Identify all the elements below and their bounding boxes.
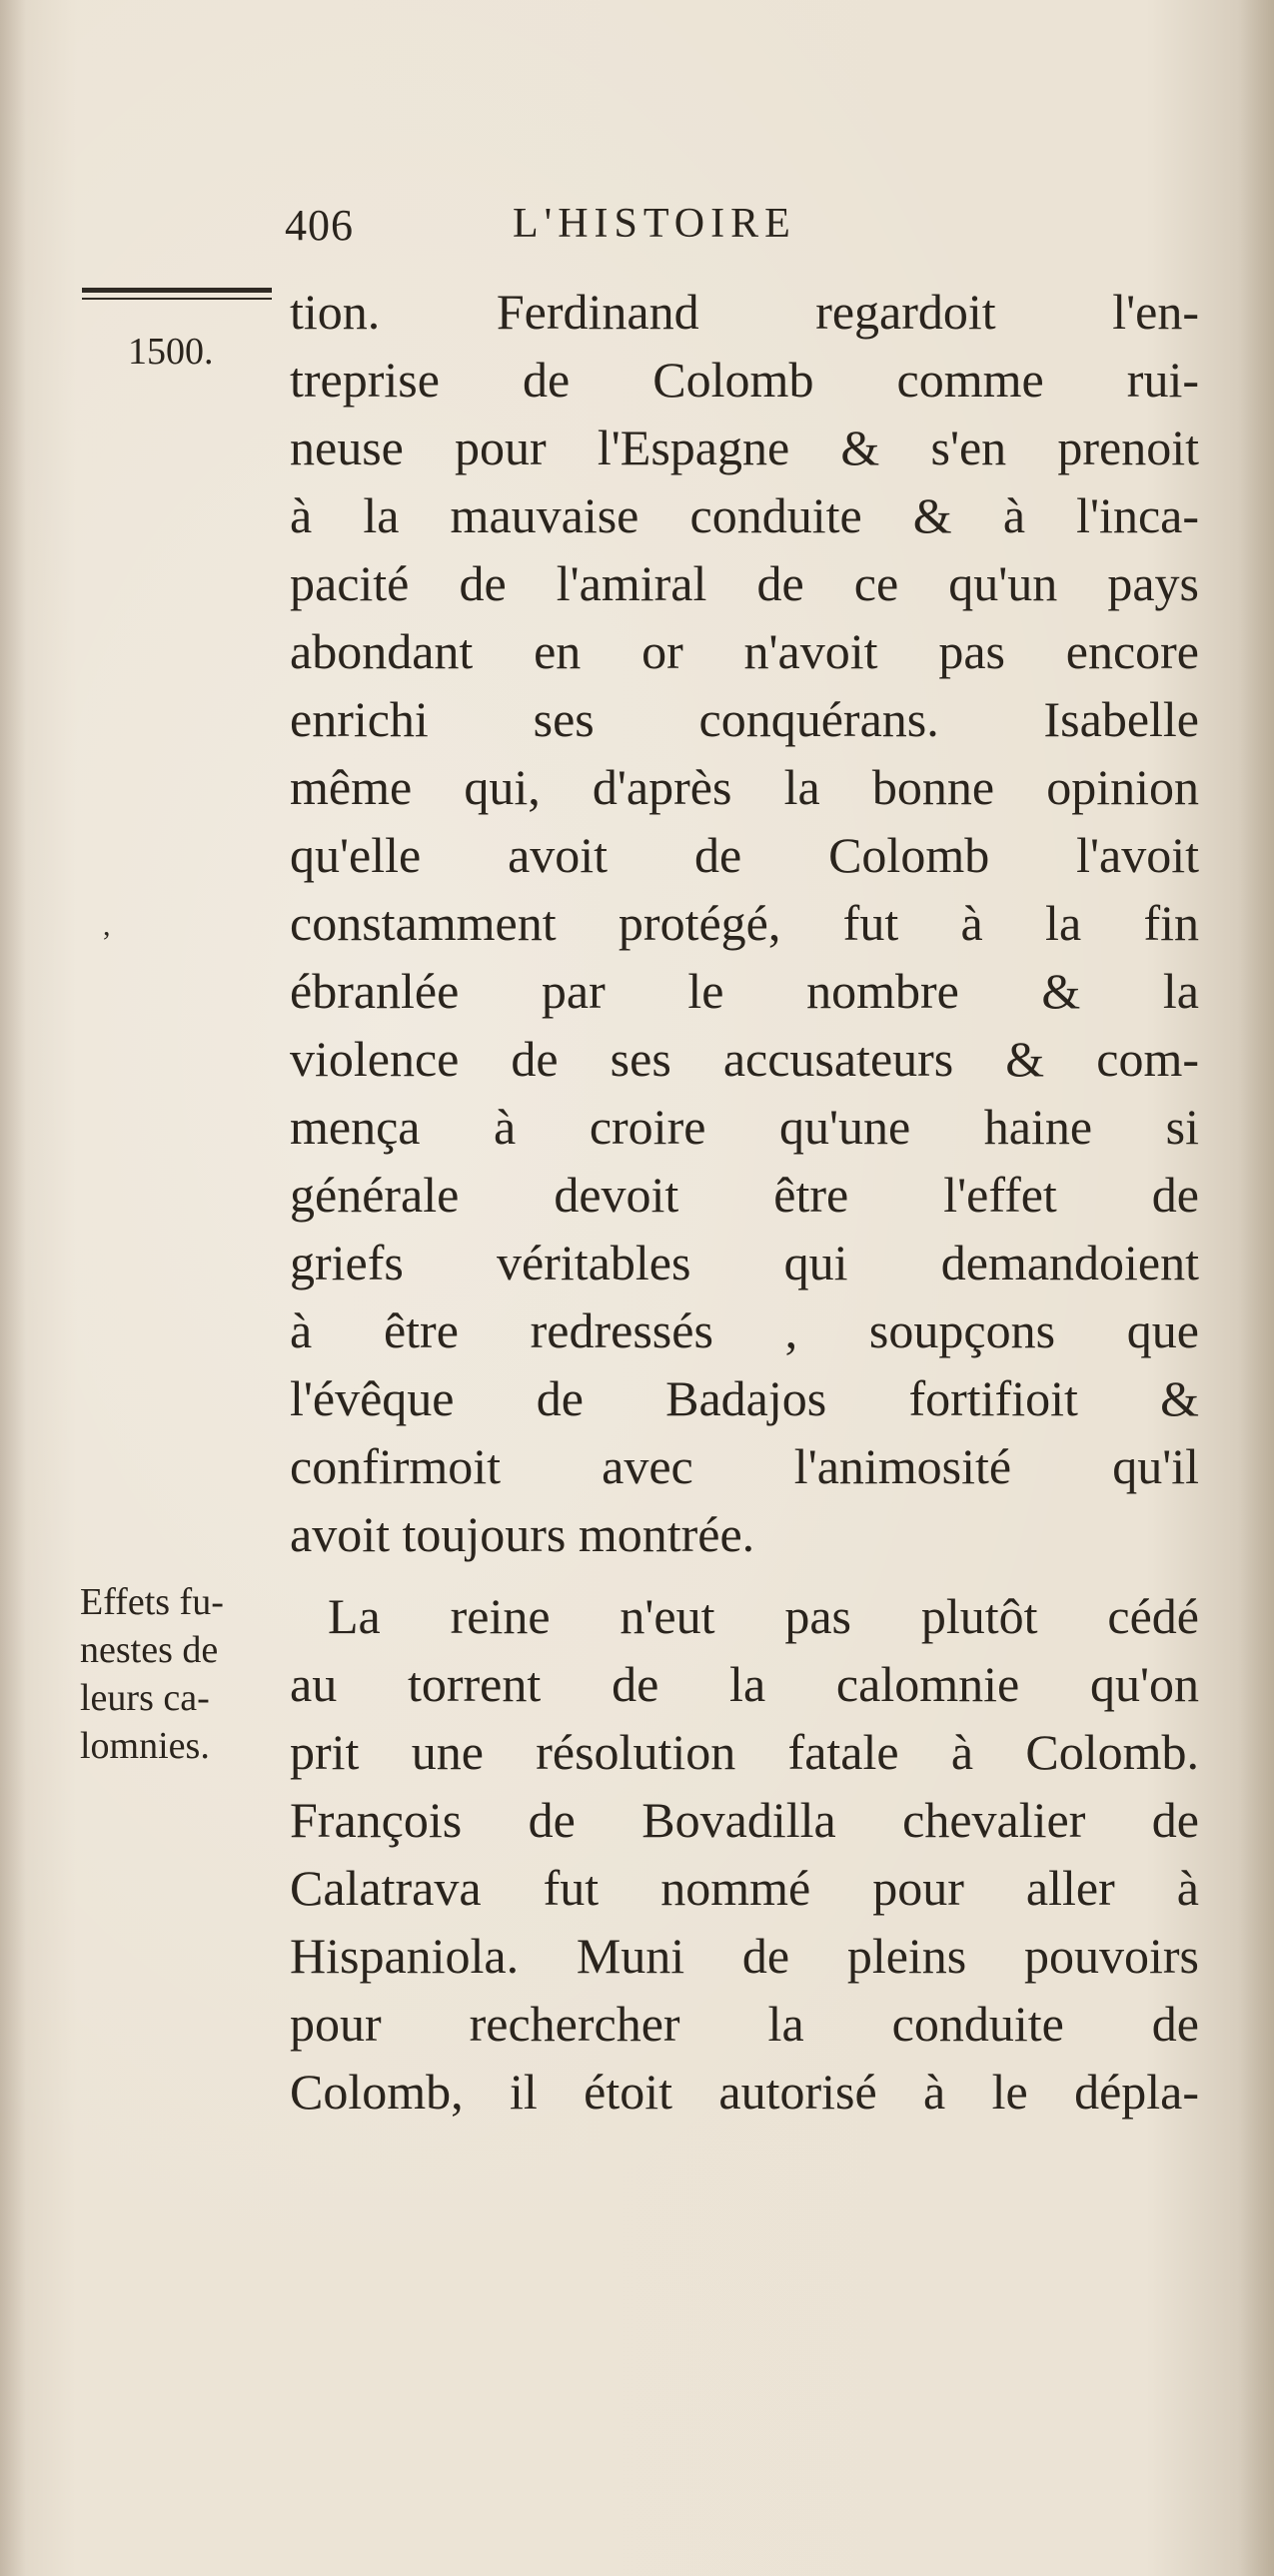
- margin-rule: [82, 288, 272, 304]
- text-line: confirmoit avec l'animosité qu'il: [290, 1438, 1199, 1494]
- text-line: abondant en or n'avoit pas encore: [290, 623, 1199, 679]
- text-line: Calatrava fut nommé pour aller à: [290, 1860, 1199, 1916]
- text-line: générale devoit être l'effet de: [290, 1167, 1199, 1223]
- text-line: treprise de Colomb comme rui-: [290, 352, 1199, 408]
- margin-rule-thick: [82, 288, 272, 293]
- running-head: L'HISTOIRE: [513, 201, 796, 247]
- text-line: constamment protégé, fut à la fin: [290, 895, 1199, 951]
- page-edge-shadow: [1240, 0, 1274, 2576]
- text-line: pacité de l'amiral de ce qu'un pays: [290, 555, 1199, 611]
- text-line: enrichi ses conquérans. Isabelle: [290, 691, 1199, 747]
- paragraph-2: [290, 1582, 1199, 2126]
- text-line: François de Bovadilla chevalier de: [290, 1792, 1199, 1848]
- text-line: neuse pour l'Espagne & s'en prenoit: [290, 420, 1199, 475]
- text-line: même qui, d'après la bonne opinion: [290, 759, 1199, 815]
- gutter-shadow: [0, 0, 26, 2576]
- text-line: Hispaniola. Muni de pleins pouvoirs: [290, 1928, 1199, 1984]
- text-line: tion. Ferdinand regardoit l'en-: [290, 284, 1199, 340]
- text-line: l'évêque de Badajos fortifioit &: [290, 1370, 1199, 1426]
- sidenote-line: leurs ca-: [80, 1677, 210, 1719]
- text-line: au torrent de la calomnie qu'on: [290, 1656, 1199, 1712]
- margin-sidenote: [80, 1578, 300, 1770]
- margin-stray-mark: ,: [103, 909, 111, 942]
- text-line: à la mauvaise conduite & à l'inca-: [290, 487, 1199, 543]
- text-line: ébranlée par le nombre & la: [290, 963, 1199, 1019]
- body-text: [290, 278, 1199, 2126]
- page-number: 406: [285, 201, 354, 250]
- text-line: pour rechercher la conduite de: [290, 1996, 1199, 2052]
- sidenote-line: nestes de: [80, 1629, 219, 1671]
- text-line: griefs véritables qui demandoient: [290, 1235, 1199, 1290]
- page-header: [285, 200, 984, 260]
- text-line: avoit toujours montrée.: [290, 1506, 755, 1562]
- text-line: Colomb, il étoit autorisé à le dépla-: [290, 2064, 1199, 2120]
- text-line: prit une résolution fatale à Colomb.: [290, 1724, 1199, 1780]
- margin-year: 1500.: [128, 331, 214, 373]
- paragraph-1: [290, 278, 1199, 1568]
- text-line: mença à croire qu'une haine si: [290, 1099, 1199, 1155]
- text-line: La reine n'eut pas plutôt cédé: [328, 1588, 1199, 1644]
- text-line: à être redressés , soupçons que: [290, 1302, 1199, 1358]
- text-line: qu'elle avoit de Colomb l'avoit: [290, 827, 1199, 883]
- margin-rule-thin: [82, 298, 272, 300]
- sidenote-line: lomnies.: [80, 1725, 210, 1767]
- text-line: violence de ses accusateurs & com-: [290, 1031, 1199, 1087]
- sidenote-line: Effets fu-: [80, 1581, 224, 1623]
- paragraph-gap: [290, 1568, 1199, 1582]
